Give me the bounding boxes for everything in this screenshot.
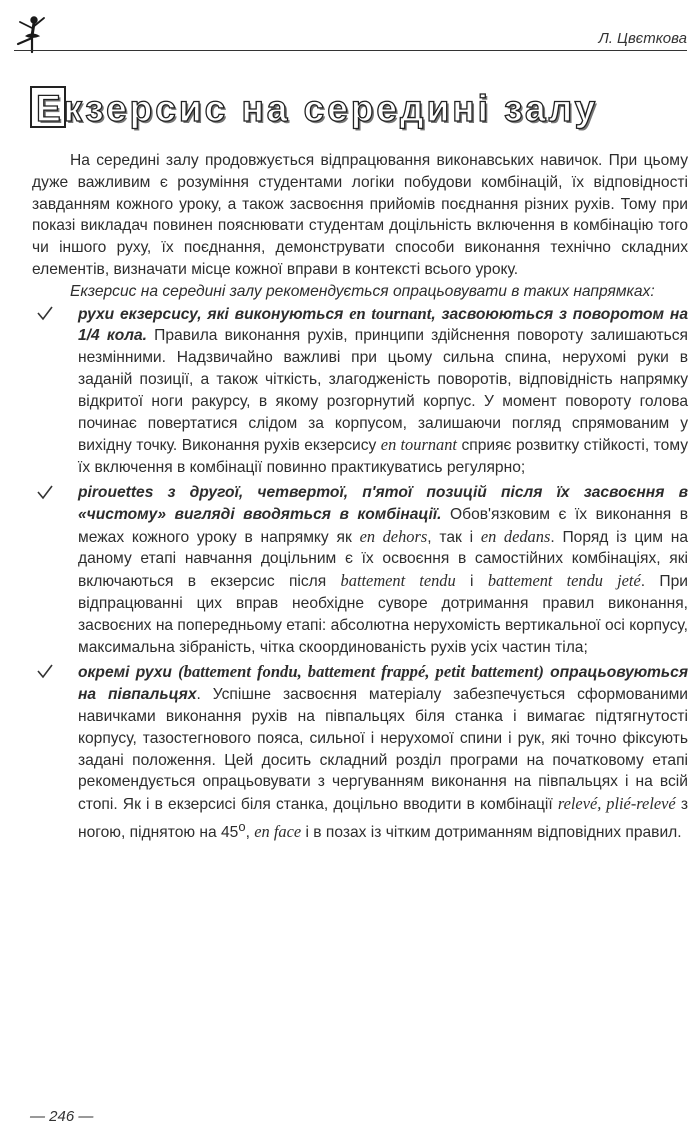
item-heading: опрацьовуються на півпальцях [78,664,688,704]
recommendation-list [32,303,688,844]
item-term: en dedans [480,526,551,546]
item-heading: рухи екзерсису, які виконуються [78,305,350,323]
item-heading-term: (battement fondu, battement frappé, petit battement) [178,662,544,682]
ballerina-icon [14,14,50,54]
checkmark-bullet-icon [36,484,54,500]
item-text: . Успішне засвоєння матеріалу забезпечується сформованими навичками виконання рухів на півпальцях біля станка і вимагає підтягнутості корпусу, тазостегнового пояса, сильної і нерухомої спини і рук, які точно фіксують задані положення. Цей досить складний розділ програми на початковому етапі рекомендується опрацьовувати з чергуванням виконання на півпальцях і на всій стопі. Як і в екзерсисі біля станка, доцільно вводити в комбінації [78,686,688,814]
item-text: сприяє розвитку стійкості, тому їх включення в комбінації повинно практикуватись регулярно; [78,437,689,477]
intro-paragraph: На середині залу продовжується відпрацювання виконавських навичок. При цьому дуже важливим є розуміння студентами логіки побудови комбінацій, їх відповідності завданням кожного уроку, а також засвоєння прийомів поєднання різних рухів. Тому при показі викладач повинен пояснювати студентам доцільність включення в комбінацію того чи іншого руху, їх поєднання, демонструвати способи виконання технічно складних елементів, визначати місце кожної вправи в контексті всього уроку. [32,152,688,278]
item-text: Правила виконання рухів, принципи здійснення повороту залишаються незмінними. Надзвичайно важливі при цьому сильна спина, нерухомі руки в заданій позиції, а також чіткість, злагодженість поворотів, відповідність напрямку відкритої ноги ракурсу, в якому розгорнутий корпус. У момент повороту голова починає повертатися слідом за корпусом, залишаючи погляд спрямованим у вихідну точку. Виконання рухів екзерсису [78,327,688,455]
item-heading-term: en tournant [349,303,432,323]
page-number: — 246 — [30,1108,94,1125]
list-item [32,482,688,658]
item-heading: окремі рухи [78,664,179,682]
chapter-title: Екзерсис на середині залу [36,88,599,129]
item-text: і [455,573,488,591]
item-term: en dehors [359,526,428,546]
item-term: en tournant [380,435,457,455]
checkmark-bullet-icon [36,305,54,321]
checkmark-bullet-icon [36,663,54,679]
item-text: , [245,824,255,842]
item-term: en face [254,822,302,842]
item-text: з ногою, піднятою на 45 [78,796,688,842]
item-term: relevé, plié-relevé [557,794,676,814]
item-term: battement tendu [340,571,456,591]
lead-paragraph: Екзерсис на середині залу рекомендується опрацьовувати в таких напрямках: [70,282,655,300]
item-text: . Поряд із цим на даному етапі навчання доцільним є їх освоєння в самостійних комбінаціях, які включаються в екзерсис після [78,528,688,591]
page-header [0,0,699,60]
item-text: . При відпрацюванні цих вправ необхідне суворе дотримання правил виконання, засвоєних на попередньому етапі: абсолютна нерухомість вертикальної осі корпусу, максимальна зібраність, чітка скоординованість рухів усіх частин тіла; [78,573,689,656]
item-heading: pirouettes з другої, четвертої, п'ятої позицій після їх засвоєння в «чистому» вигляді вводяться в комбінації. [78,483,688,523]
item-text: , так і [427,528,481,546]
degree-superscript: о [238,818,246,834]
item-term: battement tendu jeté [487,571,641,591]
header-rule [14,50,687,51]
page-body [32,150,688,847]
list-item [32,303,688,479]
item-text: і в позах із чітким дотриманням відповідних правил. [301,824,682,842]
running-header-author: Л. Цвєткова [598,30,687,47]
item-text: Обов'язковим є їх виконання в межах кожного уроку в напрямку як [78,505,688,546]
list-item [32,661,688,844]
item-heading: , засвоюються з поворотом на 1/4 кола. [78,305,688,345]
